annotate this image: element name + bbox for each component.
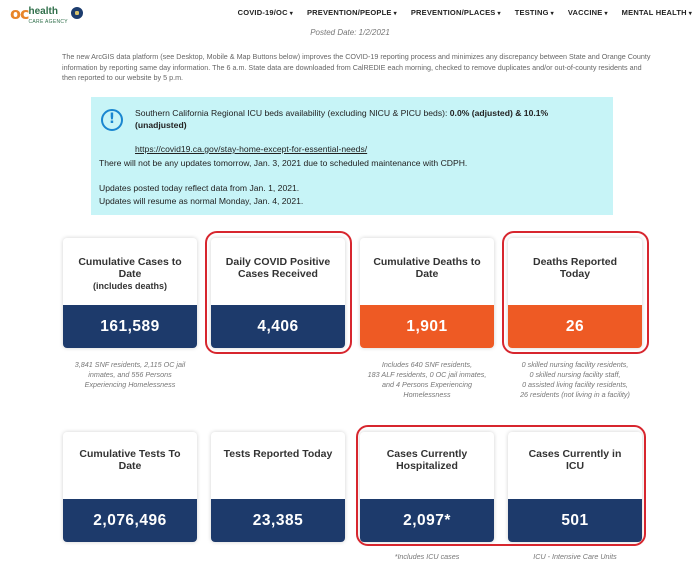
footnote-line: and 4 Persons Experiencing (382, 380, 472, 389)
nav-item-prevention-places[interactable] (411, 8, 501, 17)
card-subtitle: (includes deaths) (92, 281, 167, 291)
card-title: Cases Currently Hospitalized (386, 448, 468, 472)
nav-item-covid19-oc[interactable] (238, 8, 293, 17)
stay-home-link[interactable]: https://covid19.ca.gov/stay-home-except-for-essential-needs/ (135, 144, 368, 154)
top-navigation-bar (0, 0, 700, 26)
cases-footnote (56, 360, 204, 390)
footnote-line: 0 assisted living facility residents, (522, 380, 628, 389)
icu-footnote: ICU - Intensive Care Units (533, 552, 617, 561)
nav-item-mental-health[interactable] (622, 8, 692, 17)
card-value: 2,097* (360, 499, 494, 542)
footnote-line: 0 skilled nursing facility staff, (529, 370, 621, 379)
notice-data-date-text: Updates posted today reflect data from Jan. 1, 2021. (99, 183, 300, 193)
card-cumulative-deaths (360, 238, 494, 348)
card-title: Cumulative Deaths to Date (373, 256, 481, 280)
notice-no-updates-text: There will not be any updates tomorrow, Jan. 3, 2021 due to scheduled maintenance with CDPH. (99, 158, 468, 168)
card-title: Tests Reported Today (223, 448, 333, 460)
nav-label: MENTAL HEALTH (621, 8, 687, 17)
chevron-down-icon: ▾ (604, 11, 608, 17)
icu-text-prefix: Southern California Regional ICU beds availability (excluding NICU & PICU beds): (135, 108, 450, 118)
card-value: 1,901 (360, 305, 494, 348)
nav-item-vaccine[interactable] (568, 8, 608, 17)
footnote-line: Includes 640 SNF residents, (381, 360, 473, 369)
icu-text-values: 0.0% (adjusted) & 10.1% (unadjusted) (135, 108, 549, 130)
chevron-down-icon: ▾ (497, 11, 501, 17)
footnote-line: 26 residents (not living in a facility) (520, 390, 630, 399)
card-title-text: Cumulative Cases to Date (78, 256, 182, 280)
card-currently-hospitalized (360, 432, 494, 542)
chevron-down-icon: ▾ (393, 11, 397, 17)
card-title: Cases Currently in ICU (528, 448, 622, 472)
logo-oc-text: oc (10, 3, 29, 23)
footnote-line: inmates, and 556 Persons (88, 370, 172, 379)
nav-item-testing[interactable] (515, 8, 554, 17)
deaths-footnote (353, 360, 501, 400)
footnote-line: 3,841 SNF residents, 2,115 OC jail (74, 360, 186, 369)
notice-resume-text: Updates will resume as normal Monday, Jan. 4, 2021. (99, 196, 304, 206)
card-title: Deaths Reported Today (532, 256, 617, 280)
card-value: 161,589 (63, 305, 197, 348)
chevron-down-icon: ▾ (688, 11, 692, 17)
logo-wordmark (28, 1, 67, 25)
icu-availability-text (135, 107, 595, 131)
card-value: 23,385 (211, 499, 345, 542)
card-value: 2,076,496 (63, 499, 197, 542)
card-currently-in-icu (508, 432, 642, 542)
notice-box (91, 97, 613, 215)
card-title: Daily COVID Positive Cases Received (225, 256, 331, 280)
main-nav (224, 8, 692, 17)
card-tests-reported-today (211, 432, 345, 542)
footnote-line: Experiencing Homelessness (84, 380, 176, 389)
card-cumulative-tests (63, 432, 197, 542)
nav-label: TESTING (514, 8, 549, 17)
nav-label: COVID-19/OC (237, 8, 288, 17)
intro-paragraph: The new ArcGIS data platform (see Desktop, Mobile & Map Buttons below) improves the COVID-19 reporting process and minimizes any discrepancy between State and Orange County information by reporting same day information. The 6 a.m. State data are downloaded from CalREDIE each morning, checked to remove duplicates and/or out-of-county residents and then reported to our website by 5 p.m. (62, 52, 651, 82)
footnote-line: Homelessness (403, 390, 451, 399)
chevron-down-icon: ▾ (550, 11, 554, 17)
deaths-today-footnote (501, 360, 649, 400)
site-logo[interactable] (10, 3, 83, 25)
card-value: 501 (508, 499, 642, 542)
nav-label: PREVENTION/PLACES (410, 8, 496, 17)
posted-date: Posted Date: 1/2/2021 (310, 28, 390, 37)
hospitalized-footnote: *Includes ICU cases (394, 552, 460, 561)
card-title (63, 256, 197, 292)
card-value: 26 (508, 305, 642, 348)
card-title: Cumulative Tests To Date (79, 448, 181, 472)
card-value: 4,406 (211, 305, 345, 348)
footnote-line: 0 skilled nursing facility residents, (521, 360, 629, 369)
logo-health-text: health (28, 6, 58, 17)
nav-label: VACCINE (567, 8, 603, 17)
nav-item-prevention-people[interactable] (307, 8, 397, 17)
card-daily-positive-cases (211, 238, 345, 348)
footnote-line: 183 ALF residents, 0 OC jail inmates, (367, 370, 487, 379)
card-deaths-reported-today (508, 238, 642, 348)
chevron-down-icon: ▾ (289, 11, 293, 17)
info-exclamation-icon: ! (101, 109, 123, 131)
card-cumulative-cases (63, 238, 197, 348)
nav-label: PREVENTION/PEOPLE (306, 8, 392, 17)
county-seal-icon (71, 7, 83, 19)
logo-agency-text: CARE AGENCY (28, 19, 68, 25)
